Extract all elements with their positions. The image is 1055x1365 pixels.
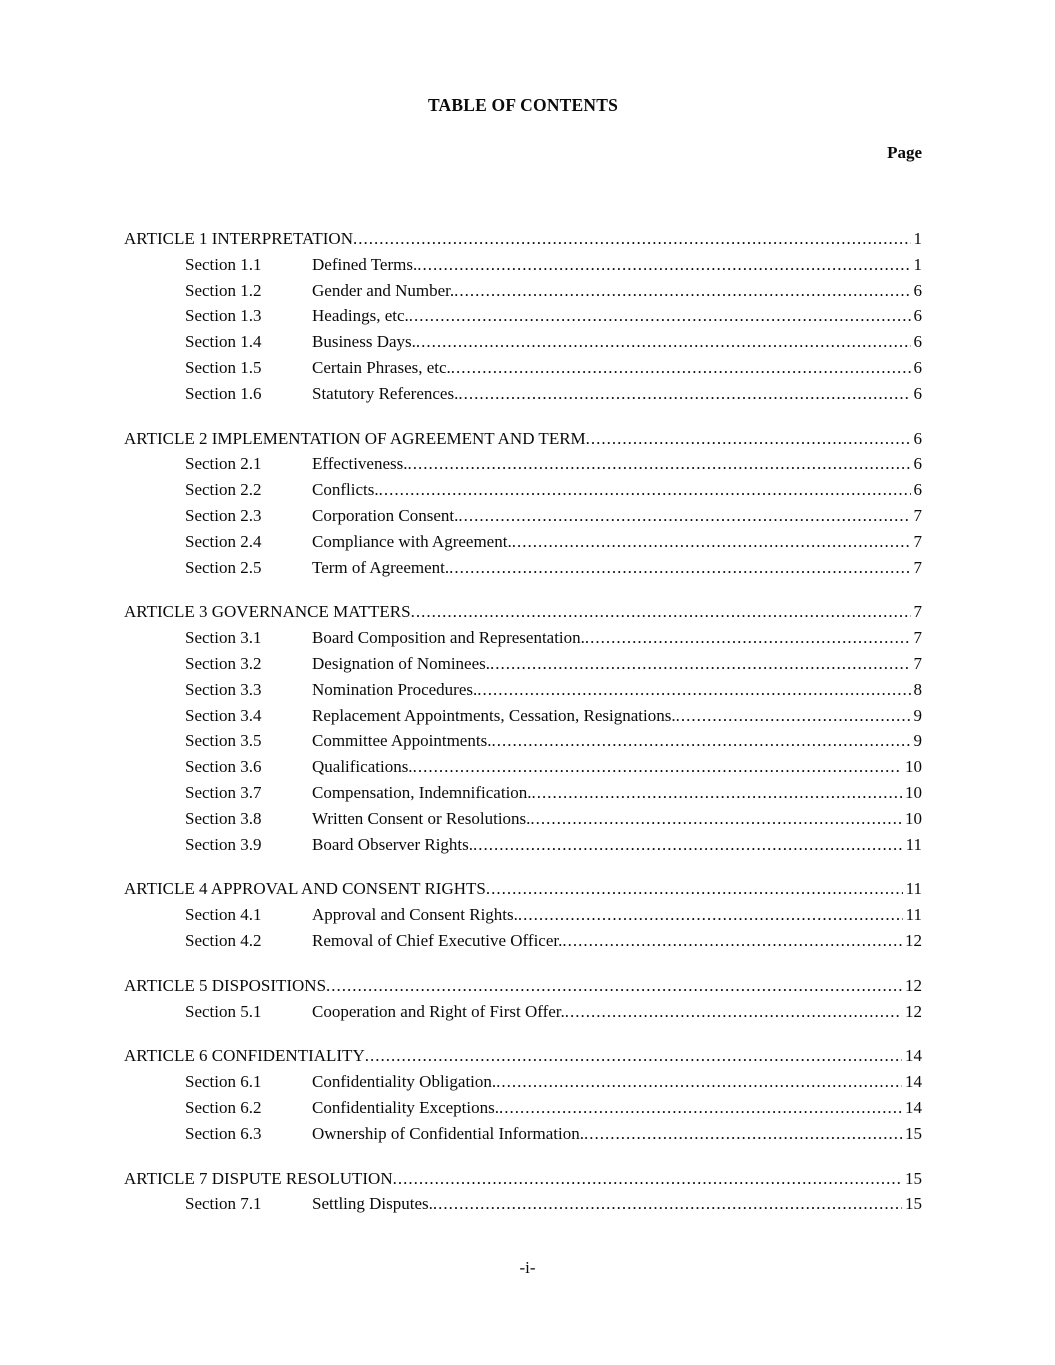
dot-leader (499, 1095, 902, 1121)
toc-entry-page-number: 6 (913, 280, 922, 300)
toc-article-label: ARTICLE 4 APPROVAL AND CONSENT RIGHTS (124, 879, 486, 899)
toc-section-title: Replacement Appointments, Cessation, Resignations. (312, 705, 676, 725)
toc-article-row[interactable] (124, 876, 922, 902)
toc-section-title: Committee Appointments. (312, 731, 492, 751)
toc-entry-page-number: 1 (913, 254, 922, 274)
toc-section-number: Section 6.1 (185, 1072, 262, 1092)
toc-section-number: Section 4.1 (185, 905, 262, 925)
toc-entry-page-number: 9 (913, 705, 922, 725)
toc-section-number: Section 3.4 (185, 705, 262, 725)
dot-leader (353, 226, 911, 252)
dot-leader (449, 555, 910, 581)
toc-section-number: Section 1.3 (185, 306, 262, 326)
toc-entry-page-number: 6 (913, 306, 922, 326)
dot-leader (454, 278, 910, 304)
dot-leader (451, 355, 911, 381)
toc-article-row[interactable] (124, 1043, 922, 1069)
toc-section-row[interactable] (124, 381, 922, 407)
toc-section-row[interactable] (124, 555, 922, 581)
toc-entry-page-number: 11 (905, 905, 922, 925)
page-title: TABLE OF CONTENTS (427, 95, 619, 115)
toc-section-number: Section 3.3 (185, 679, 262, 699)
toc-entry-page-number: 15 (905, 1194, 922, 1214)
toc-article-row[interactable] (124, 1166, 922, 1192)
toc-section-title: Gender and Number. (312, 280, 455, 300)
toc-section-number: Section 5.1 (185, 1001, 262, 1021)
toc-entry-page-number: 1 (913, 229, 922, 248)
toc-entry-page-number: 15 (905, 1168, 922, 1188)
toc-section-number: Section 1.6 (185, 383, 262, 403)
toc-section-title: Compliance with Agreement. (312, 531, 512, 551)
toc-section-row[interactable] (124, 355, 922, 381)
toc-section-row[interactable] (124, 1069, 922, 1095)
toc-section-title: Board Composition and Representation. (312, 628, 585, 648)
toc-entry-page-number: 12 (905, 1001, 922, 1021)
dot-leader (496, 1069, 902, 1095)
toc-entry-page-number: 11 (905, 879, 922, 899)
toc-entry-page-number: 10 (905, 782, 922, 802)
toc-section-number: Section 3.7 (185, 782, 262, 802)
toc-section-title: Conflicts. (312, 480, 379, 500)
dot-leader (416, 329, 911, 355)
toc-section-title: Confidentiality Exceptions. (312, 1097, 499, 1117)
dot-leader (408, 451, 911, 477)
toc-section-number: Section 3.8 (185, 808, 262, 828)
toc-section-title: Business Days. (312, 332, 416, 352)
dot-leader (491, 728, 910, 754)
toc-section-row[interactable] (124, 1121, 922, 1147)
toc-section-row[interactable] (124, 477, 922, 503)
toc-section-number: Section 2.5 (185, 557, 262, 577)
dot-leader (326, 973, 902, 999)
toc-section-title: Compensation, Indemnification. (312, 782, 532, 802)
toc-entry-page-number: 15 (905, 1123, 922, 1143)
toc-section-row[interactable] (124, 529, 922, 555)
toc-entry-page-number: 9 (913, 731, 922, 751)
toc-entry-page-number: 8 (913, 679, 922, 699)
toc-section-title: Designation of Nominees. (312, 653, 490, 673)
toc-section-row[interactable] (124, 451, 922, 477)
toc-article-group (124, 599, 922, 857)
toc-entry-page-number: 6 (913, 428, 922, 448)
toc-section-number: Section 1.5 (185, 357, 262, 377)
toc-section-title: Effectiveness. (312, 454, 408, 474)
toc-section-row[interactable] (124, 999, 922, 1025)
dot-leader (417, 252, 910, 278)
toc-section-row[interactable] (124, 329, 922, 355)
toc-section-row[interactable] (124, 252, 922, 278)
dot-leader (365, 1043, 902, 1069)
toc-article-group (124, 876, 922, 953)
dot-leader (458, 503, 910, 529)
dot-leader (477, 677, 910, 703)
toc-entry-page-number: 10 (905, 757, 922, 777)
toc-article-group (124, 1166, 922, 1218)
toc-section-row[interactable] (124, 625, 922, 651)
table-of-contents (124, 226, 922, 1217)
toc-section-title: Corporation Consent. (312, 505, 459, 525)
toc-section-number: Section 1.1 (185, 254, 262, 274)
dot-leader (586, 426, 911, 452)
toc-section-row[interactable] (124, 278, 922, 304)
toc-section-number: Section 6.3 (185, 1123, 262, 1143)
toc-article-label: ARTICLE 3 GOVERNANCE MATTERS (124, 602, 411, 622)
dot-leader (490, 651, 911, 677)
toc-section-number: Section 3.1 (185, 628, 262, 648)
toc-section-row[interactable] (124, 754, 922, 780)
toc-section-title: Confidentiality Obligation. (312, 1072, 497, 1092)
dot-leader (584, 1121, 902, 1147)
toc-section-row[interactable] (124, 703, 922, 729)
toc-section-title: Defined Terms. (312, 254, 418, 274)
toc-section-row[interactable] (124, 677, 922, 703)
toc-article-label: ARTICLE 2 IMPLEMENTATION OF AGREEMENT AND TERM (124, 428, 586, 448)
dot-leader (409, 303, 911, 329)
toc-article-label: ARTICLE 1 INTERPRETATION (124, 229, 353, 248)
toc-section-number: Section 4.2 (185, 930, 262, 950)
toc-entry-page-number: 6 (913, 454, 922, 474)
toc-entry-page-number: 7 (913, 557, 922, 577)
toc-section-number: Section 7.1 (185, 1194, 262, 1214)
toc-entry-page-number: 6 (913, 357, 922, 377)
dot-leader (379, 477, 911, 503)
dot-leader (676, 703, 911, 729)
toc-section-number: Section 3.6 (185, 757, 262, 777)
toc-entry-page-number: 11 (905, 834, 922, 854)
toc-section-title: Ownership of Confidential Information. (312, 1123, 584, 1143)
dot-leader (585, 625, 911, 651)
toc-entry-page-number: 14 (905, 1097, 922, 1117)
dot-leader (473, 832, 903, 858)
toc-article-label: ARTICLE 6 CONFIDENTIALITY (124, 1046, 365, 1066)
toc-section-number: Section 3.5 (185, 731, 262, 751)
toc-section-number: Section 3.9 (185, 834, 262, 854)
toc-section-row[interactable] (124, 1191, 922, 1217)
toc-section-row[interactable] (124, 806, 922, 832)
toc-article-row[interactable] (124, 599, 922, 625)
toc-section-title: Qualifications. (312, 757, 413, 777)
dot-leader (413, 754, 902, 780)
dot-leader (518, 902, 903, 928)
page-column-label: Page (887, 143, 922, 162)
toc-section-number: Section 3.2 (185, 653, 262, 673)
toc-section-title: Settling Disputes. (312, 1194, 433, 1214)
toc-section-number: Section 1.4 (185, 332, 262, 352)
dot-leader (562, 928, 902, 954)
toc-entry-page-number: 6 (913, 383, 922, 403)
toc-section-title: Nomination Procedures. (312, 679, 478, 699)
toc-section-title: Board Observer Rights. (312, 834, 474, 854)
toc-section-title: Removal of Chief Executive Officer. (312, 930, 563, 950)
toc-section-title: Written Consent or Resolutions. (312, 808, 531, 828)
toc-section-row[interactable] (124, 503, 922, 529)
toc-article-label: ARTICLE 7 DISPUTE RESOLUTION (124, 1168, 393, 1188)
toc-article-label: ARTICLE 5 DISPOSITIONS (124, 975, 327, 995)
toc-section-row[interactable] (124, 780, 922, 806)
toc-article-row[interactable] (124, 226, 922, 252)
toc-section-row[interactable] (124, 651, 922, 677)
toc-section-title: Approval and Consent Rights. (312, 905, 518, 925)
dot-leader (411, 599, 911, 625)
toc-section-row[interactable] (124, 902, 922, 928)
toc-section-number: Section 2.1 (185, 454, 262, 474)
toc-entry-page-number: 7 (913, 602, 922, 622)
toc-entry-page-number: 7 (913, 531, 922, 551)
toc-section-title: Certain Phrases, etc. (312, 357, 451, 377)
toc-section-row[interactable] (124, 1095, 922, 1121)
dot-leader (458, 381, 910, 407)
toc-entry-page-number: 12 (905, 975, 922, 995)
toc-section-number: Section 2.4 (185, 531, 262, 551)
toc-section-title: Statutory References. (312, 383, 459, 403)
dot-leader (565, 999, 902, 1025)
toc-article-group (124, 1043, 922, 1146)
toc-entry-page-number: 14 (905, 1072, 922, 1092)
page-footer-number: -i- (519, 1258, 536, 1277)
toc-entry-page-number: 7 (913, 653, 922, 673)
toc-entry-page-number: 14 (905, 1046, 922, 1066)
toc-section-title: Cooperation and Right of First Offer. (312, 1001, 565, 1021)
toc-article-row[interactable] (124, 973, 922, 999)
toc-entry-page-number: 7 (913, 505, 922, 525)
dot-leader (530, 806, 902, 832)
dot-leader (512, 529, 911, 555)
dot-leader (393, 1166, 902, 1192)
toc-section-number: Section 6.2 (185, 1097, 262, 1117)
toc-section-number: Section 2.3 (185, 505, 262, 525)
toc-article-group (124, 426, 922, 581)
dot-leader (486, 876, 903, 902)
toc-article-group (124, 226, 922, 407)
toc-entry-page-number: 10 (905, 808, 922, 828)
dot-leader (433, 1191, 902, 1217)
toc-article-group (124, 973, 922, 1025)
dot-leader (532, 780, 902, 806)
toc-section-row[interactable] (124, 728, 922, 754)
toc-section-number: Section 1.2 (185, 280, 262, 300)
toc-entry-page-number: 6 (913, 332, 922, 352)
toc-section-title: Headings, etc. (312, 306, 409, 326)
toc-article-row[interactable] (124, 426, 922, 452)
toc-section-title: Term of Agreement. (312, 557, 450, 577)
toc-entry-page-number: 7 (913, 628, 922, 648)
toc-section-row[interactable] (124, 928, 922, 954)
toc-section-row[interactable] (124, 303, 922, 329)
toc-entry-page-number: 12 (905, 930, 922, 950)
toc-section-row[interactable] (124, 832, 922, 858)
toc-entry-page-number: 6 (913, 480, 922, 500)
toc-section-number: Section 2.2 (185, 480, 262, 500)
